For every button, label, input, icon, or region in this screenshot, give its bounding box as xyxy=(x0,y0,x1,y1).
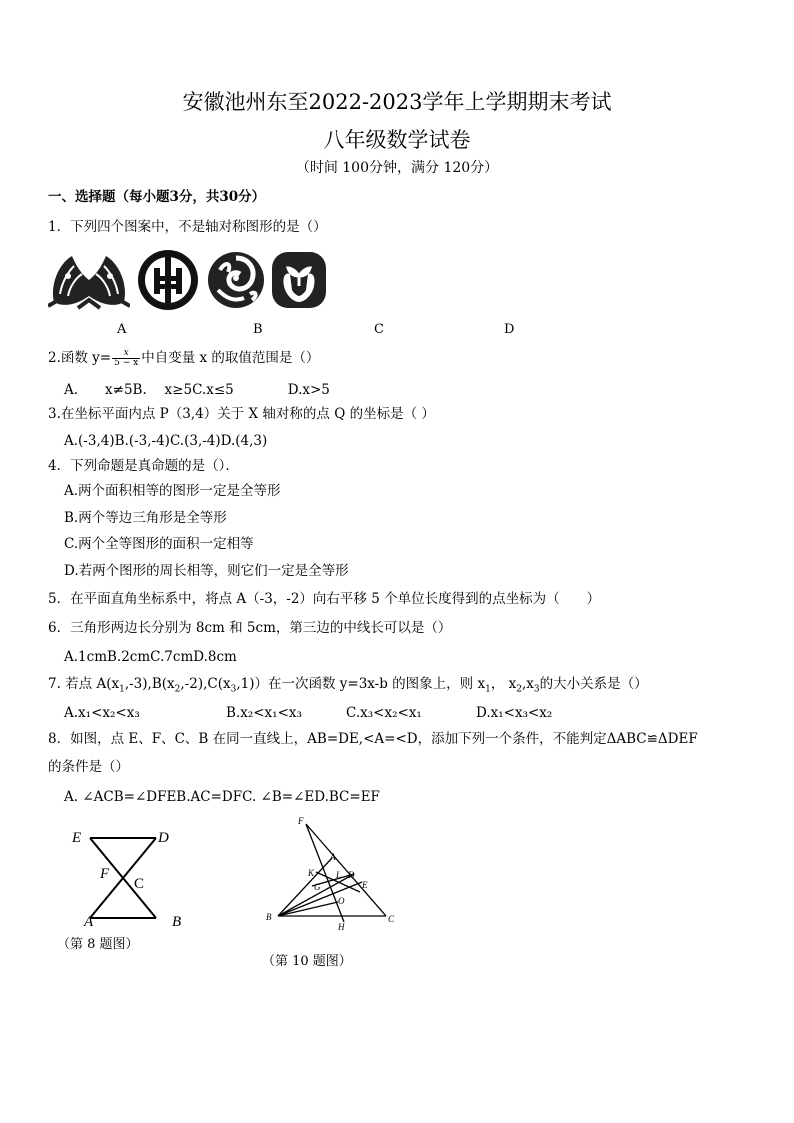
q1-stem: 1．下列四个图案中，不是轴对称图形的是（） xyxy=(48,219,327,235)
q8-stem-line2: 的条件是（） xyxy=(48,759,129,775)
fig10-point-h: H xyxy=(338,922,345,932)
figure-8-caption: （第 8 题图） xyxy=(57,937,139,952)
q8-stem-line1: 8．如图，点 E、F、C、B 在同一直线上，AB=DE,<A=<D，添加下列一个条件，不能判定ΔABC≌ΔDEF xyxy=(48,731,698,747)
fig10-point-d: D xyxy=(348,870,355,880)
q7-option-d: D.x₁<x₃<x₂ xyxy=(476,705,553,721)
hands-sprout-icon xyxy=(268,246,330,314)
q7-text-7: 的大小关系是（） xyxy=(539,676,648,692)
fig8-point-d: D xyxy=(158,830,169,846)
fig10-point-f: F xyxy=(298,816,304,826)
figure-10 xyxy=(258,812,400,932)
q7-stem xyxy=(48,675,648,699)
q4-option-c: C.两个全等图形的面积一定相等 xyxy=(64,536,254,552)
q5-stem: 5．在平面直角坐标系中，将点 A（-3，-2）向右平移 5 个单位长度得到的点坐标为（ ） xyxy=(48,591,601,607)
figure-10-lines xyxy=(278,824,386,922)
fig10-point-a: A xyxy=(330,852,336,862)
q4-option-d: D.若两个图形的周长相等，则它们一定是全等形 xyxy=(64,563,349,579)
q6-stem: 6．三角形两边长分别为 8cm 和 5cm，第三边的中线长可以是（） xyxy=(48,620,452,636)
q6-options: A.1cmB.2cmC.7cmD.8cm xyxy=(64,649,237,665)
page-subtitle: 八年级数学试卷 xyxy=(323,128,471,152)
q7-sub-4: 1 xyxy=(485,684,491,695)
q4-option-b: B.两个等边三角形是全等形 xyxy=(64,510,227,526)
fig10-point-g: G xyxy=(314,882,321,892)
fig10-point-k: K xyxy=(308,868,315,878)
fig10-point-c: C xyxy=(388,914,395,924)
fig8-point-c: C xyxy=(134,876,145,892)
page-title: 安徽池州东至2022-2023学年上学期期末考试 xyxy=(182,90,612,114)
q2-options: A. x≠5B. x≥5C.x≤5 D.x>5 xyxy=(64,382,330,398)
q1-label-d: D xyxy=(504,322,515,337)
q2-fraction-num: x xyxy=(112,349,140,359)
fig10-point-l: L xyxy=(336,870,342,880)
q2-stem-post: 中自变量 x 的取值范围是（） xyxy=(141,350,320,366)
q7-option-a: A.x₁<x₂<x₃ xyxy=(64,705,140,721)
fig8-point-e: E xyxy=(72,830,82,846)
q7-sub-5: 2 xyxy=(516,684,522,695)
q7-sub-2: 2 xyxy=(174,684,181,695)
q3-stem: 3.在坐标平面内点 P（3,4）关于 X 轴对称的点 Q 的坐标是（ ） xyxy=(48,406,435,422)
q7-text-5: ， x xyxy=(490,676,517,692)
q1-label-c: C xyxy=(374,322,384,337)
q8-options: A. ∠ACB=∠DFEB.AC=DFC. ∠B=∠ED.BC=EF xyxy=(64,789,380,805)
fig10-point-e: E xyxy=(362,880,368,890)
twin-fish-icon xyxy=(48,246,130,314)
q2-fraction xyxy=(112,349,140,368)
swirl-flower-icon xyxy=(206,246,266,314)
q7-sub-3: 3 xyxy=(230,684,237,695)
q7-sub-1: 1 xyxy=(119,684,125,695)
figure-10-caption: （第 10 题图） xyxy=(262,954,352,969)
bank-coin-icon xyxy=(136,246,200,314)
q2-fraction-den: 5 − x xyxy=(114,358,139,368)
q7-text-2: ,-3),B(x xyxy=(124,676,175,692)
fig8-point-a: A xyxy=(84,914,94,930)
q7-text-1: 7. 若点 A(x xyxy=(48,676,120,692)
exam-info: （时间 100分钟，满分 120分） xyxy=(295,160,499,176)
fig8-point-b: B xyxy=(172,914,182,930)
q7-option-b: B.x₂<x₁<x₃ xyxy=(226,705,302,721)
q1-label-b: B xyxy=(253,322,263,337)
figure-8 xyxy=(66,824,192,930)
q7-text-3: ,-2),C(x xyxy=(180,676,231,692)
q3-options: A.(-3,4)B.(-3,-4)C.(3,-4)D.(4,3) xyxy=(64,433,268,449)
q7-text-6: ,x xyxy=(521,676,534,692)
fig10-point-o: O xyxy=(338,896,345,906)
q2-stem xyxy=(48,349,319,368)
q7-sub-6: 3 xyxy=(533,684,540,695)
q7-text-4: ,1)）在一次函数 y=3x-b 的图象上，则 x xyxy=(236,676,486,692)
q4-stem: 4．下列命题是真命题的是（）． xyxy=(48,458,239,474)
fig10-point-b: B xyxy=(266,912,272,922)
q2-stem-pre: 2.函数 y= xyxy=(48,350,112,366)
q7-option-c: C.x₃<x₂<x₁ xyxy=(346,705,422,721)
section-heading: 一、选择题（每小题3分，共30分） xyxy=(48,189,266,205)
fig8-point-f: F xyxy=(100,866,110,882)
q4-option-a: A.两个面积相等的图形一定是全等形 xyxy=(64,483,281,499)
q1-label-a: A xyxy=(117,322,127,337)
